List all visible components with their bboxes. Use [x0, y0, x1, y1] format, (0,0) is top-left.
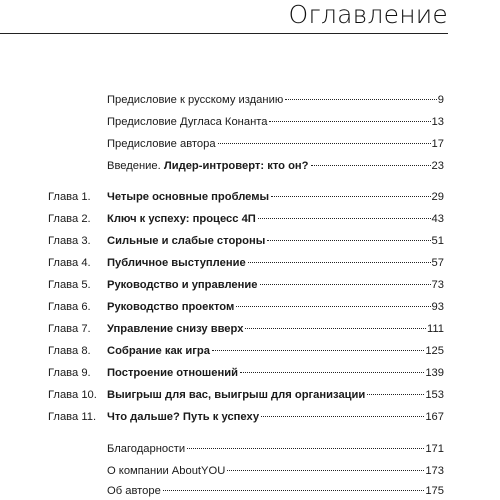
toc-entry-label: Предисловие автора — [107, 138, 216, 150]
chapter-title: Руководство и управление — [107, 279, 258, 291]
dot-leader — [269, 121, 430, 122]
toc-chapter-2[interactable] — [0, 210, 500, 228]
chapter-title: Четыре основные проблемы — [107, 191, 270, 203]
toc-chapter-11[interactable] — [0, 408, 500, 426]
chapter-title: Руководство проектом — [107, 301, 235, 313]
chapter-number: Глава 3. — [48, 235, 91, 247]
toc-entry-label: О компании AboutYOU — [107, 465, 226, 477]
toc-entry-acknowledgements[interactable] — [0, 440, 500, 458]
toc-entry-label: Предисловие к русскому изданию — [107, 94, 284, 106]
toc-page-number: 171 — [425, 443, 444, 455]
toc-page-number: 139 — [425, 367, 444, 379]
toc-page-number: 17 — [431, 138, 444, 150]
toc-page-number: 13 — [431, 116, 444, 128]
toc-chapter-1[interactable] — [0, 188, 500, 206]
page-title: Оглавление — [288, 0, 448, 29]
dot-leader — [271, 196, 430, 197]
dot-leader — [163, 490, 425, 491]
toc-chapter-5[interactable] — [0, 276, 500, 294]
toc-page-number: 153 — [425, 389, 444, 401]
dot-leader — [311, 165, 431, 166]
dot-leader — [212, 350, 424, 351]
dot-leader — [236, 306, 430, 307]
toc-page-number: 173 — [425, 465, 444, 477]
toc-chapter-4[interactable] — [0, 254, 500, 272]
toc-page-number: 175 — [425, 485, 444, 497]
toc-chapter-6[interactable] — [0, 298, 500, 316]
dot-leader — [258, 218, 431, 219]
toc-chapter-8[interactable] — [0, 342, 500, 360]
chapter-number: Глава 8. — [48, 345, 91, 357]
chapter-number: Глава 9. — [48, 367, 91, 379]
toc-page-number: 57 — [431, 257, 444, 269]
chapter-title: Ключ к успеху: процесс 4П — [107, 213, 256, 225]
toc-entry-foreword-conant[interactable] — [0, 113, 500, 131]
chapter-number: Глава 7. — [48, 323, 91, 335]
toc-chapter-3[interactable] — [0, 232, 500, 250]
dot-leader — [285, 99, 437, 100]
toc-page-number: 29 — [431, 191, 444, 203]
dot-leader — [260, 284, 431, 285]
toc-page-number: 23 — [431, 160, 444, 172]
chapter-title: Построение отношений — [107, 367, 238, 379]
toc-page-number: 125 — [425, 345, 444, 357]
dot-leader — [218, 143, 431, 144]
toc-page-number: 93 — [431, 301, 444, 313]
toc-entry-about-author[interactable] — [0, 482, 500, 500]
toc-page-number: 43 — [431, 213, 444, 225]
dot-leader — [227, 470, 424, 471]
chapter-title: Управление снизу вверх — [107, 323, 244, 335]
title-divider — [0, 33, 448, 34]
chapter-title: Сильные и слабые стороны — [107, 235, 266, 247]
dot-leader — [267, 240, 430, 241]
chapter-number: Глава 11. — [48, 411, 97, 423]
toc-entry-label: Введение. Лидер-интроверт: кто он? — [107, 160, 309, 172]
chapter-title: Собрание как игра — [107, 345, 210, 357]
dot-leader — [187, 448, 424, 449]
toc-entry-label: Благодарности — [107, 443, 186, 455]
toc-entry-label: Об авторе — [107, 485, 161, 497]
toc-entry-about-company[interactable] — [0, 462, 500, 480]
toc-chapter-10[interactable] — [0, 386, 500, 404]
toc-page-number: 9 — [437, 94, 444, 106]
chapter-number: Глава 5. — [48, 279, 91, 291]
chapter-number: Глава 4. — [48, 257, 91, 269]
chapter-number: Глава 1. — [48, 191, 91, 203]
chapter-title: Что дальше? Путь к успеху — [107, 411, 260, 423]
toc-entry-foreword-author[interactable] — [0, 135, 500, 153]
toc-entry-introduction[interactable] — [0, 157, 500, 175]
dot-leader — [248, 262, 431, 263]
dot-leader — [240, 372, 424, 373]
chapter-number: Глава 2. — [48, 213, 91, 225]
dot-leader — [367, 394, 424, 395]
chapter-title: Выигрыш для вас, выигрыш для организации — [107, 389, 366, 401]
chapter-title: Публичное выступление — [107, 257, 246, 269]
toc-page-number: 111 — [426, 323, 444, 335]
toc-chapter-7[interactable] — [0, 320, 500, 338]
toc-page-number: 167 — [425, 411, 444, 423]
toc-page-number: 73 — [431, 279, 444, 291]
dot-leader — [261, 416, 424, 417]
chapter-number: Глава 6. — [48, 301, 91, 313]
dot-leader — [245, 328, 426, 329]
toc-entry-label: Предисловие Дугласа Конанта — [107, 116, 268, 128]
toc-entry-foreword-russian[interactable] — [0, 91, 500, 109]
chapter-number: Глава 10. — [48, 389, 97, 401]
toc-page-number: 51 — [431, 235, 444, 247]
toc-chapter-9[interactable] — [0, 364, 500, 382]
